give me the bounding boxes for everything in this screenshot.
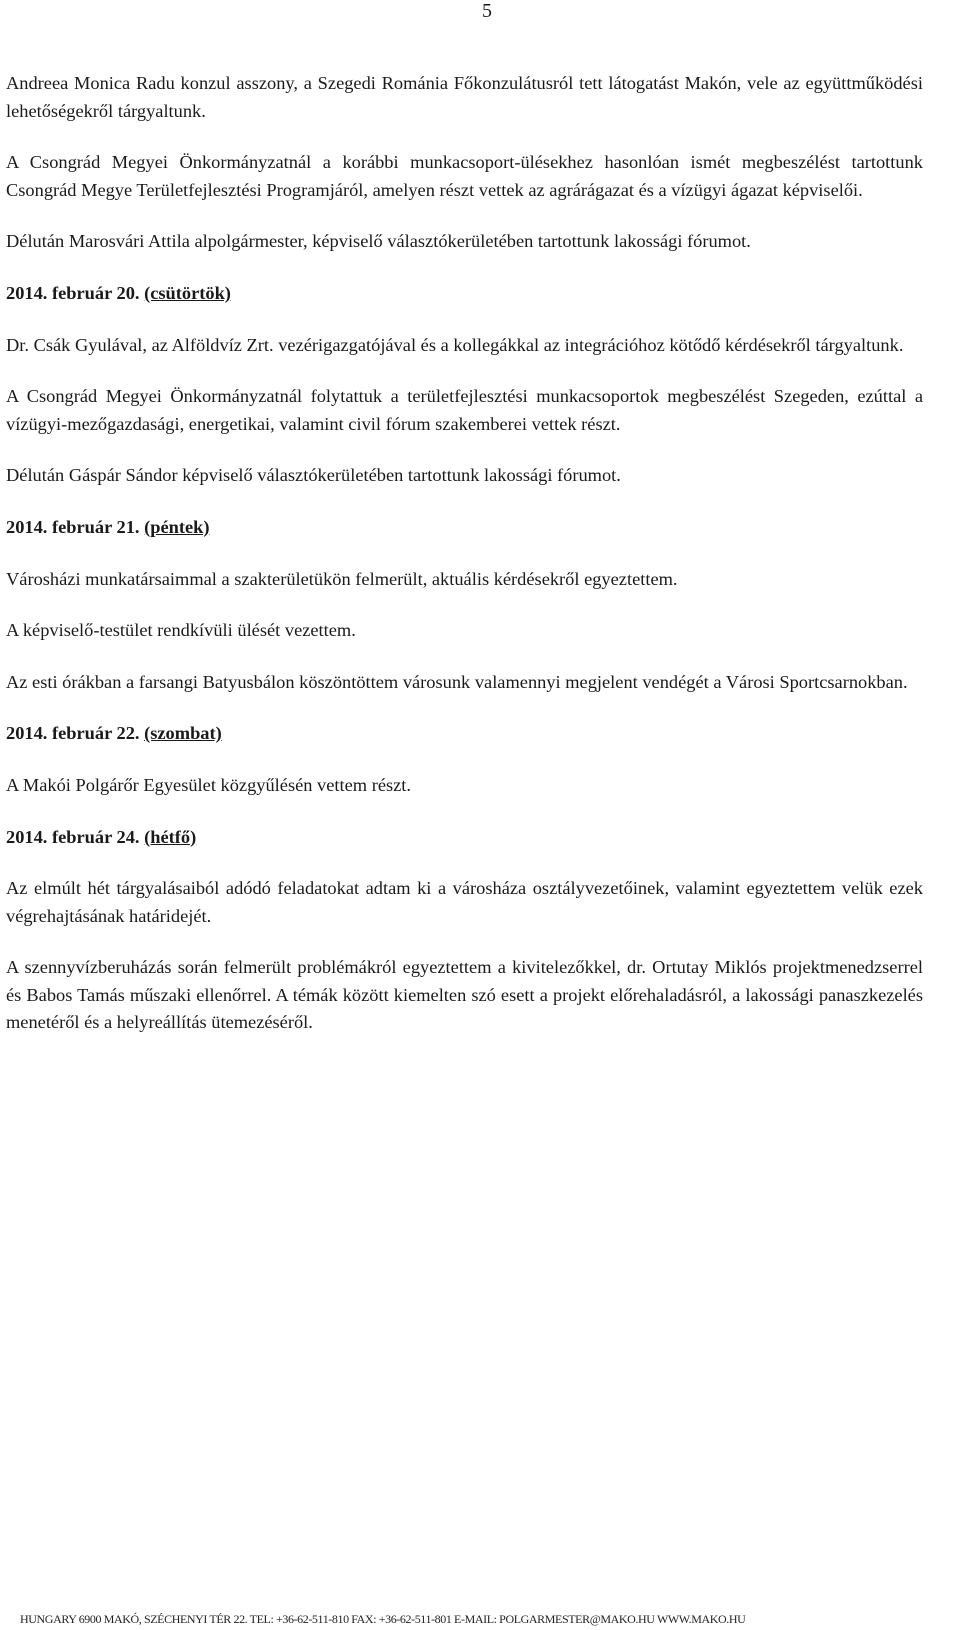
paragraph-alfoldviz: Dr. Csák Gyulával, az Alföldvíz Zrt. vezérigazgatójával és a kollegákkal az integrációhoz kötődő kérdésekről tárgyaltunk. [6, 334, 904, 355]
date-heading-feb-22 [6, 720, 923, 748]
heading-date: 2014. február 24. [6, 826, 140, 847]
page-number: 5 [482, 0, 492, 22]
paragraph-sewage-project: A szennyvízberuházás során felmerült problémákról egyeztettem a kivitelezőkkel, dr. Ortutay Miklós projektmenedzserrel és Babos Tamás műszaki ellenőrrel. A témák között kiemelten szó esett a projekt előrehaladásról, a lakossági panaszkezelés menetéről és a helyreállítás ütemezéséről. [6, 957, 923, 1033]
paragraph-afternoon-forum: Délután Marosvári Attila alpolgármester, képviselő választókerületében tartottunk lakossági fórumot. [6, 231, 751, 252]
heading-day: (szombat) [144, 723, 222, 744]
heading-date: 2014. február 22. [6, 723, 140, 744]
paragraph-county-meeting: A Csongrád Megyei Önkormányzatnál a korábbi munkacsoport-ülésekhez hasonlóan ismét megbeszélést tartottunk Csongrád Megye Területfejlesztési Programjáról, amelyen részt vettek az agrárágazat és a vízügyi ágazat képviselői. [6, 152, 923, 200]
heading-day: (péntek) [144, 516, 210, 537]
date-heading-feb-24 [6, 824, 923, 852]
paragraph-civil-guard: A Makói Polgárőr Egyesület közgyűlésén vettem részt. [6, 774, 412, 795]
heading-date: 2014. február 20. [6, 282, 140, 303]
paragraph-extraordinary-session: A képviselő-testület rendkívüli ülését vezettem. [6, 620, 356, 641]
paragraph-colleagues: Városházi munkatársaimmal a szakterületükön felmerült, aktuális kérdésekről egyeztettem. [6, 568, 678, 589]
heading-day: (hétfő) [144, 826, 197, 847]
paragraph-working-groups: A Csongrád Megyei Önkormányzatnál folytattuk a területfejlesztési munkacsoportok megbeszélést Szegeden, ezúttal a vízügyi-mezőgazdasági, energetikai, valamint civil fórum szakemberei vettek részt. [6, 386, 923, 434]
date-heading-feb-20 [6, 280, 923, 308]
heading-date: 2014. február 21. [6, 516, 140, 537]
paragraph-consul-visit: Andreea Monica Radu konzul asszony, a Szegedi Románia Főkonzulátusról tett látogatást Makón, vele az együttműködési lehetőségekről tárgyaltunk. [6, 73, 923, 121]
paragraph-carnival-ball: Az esti órákban a farsangi Batyusbálon köszöntöttem városunk valamennyi megjelent vendégét a Városi Sportcsarnokban. [6, 671, 908, 692]
paragraph-weekly-tasks: Az elmúlt hét tárgyalásaiból adódó feladatokat adtam ki a városháza osztályvezetőinek, valamint egyeztettem velük ezek végrehajtásának határidejét. [6, 878, 923, 926]
date-heading-feb-21 [6, 514, 923, 542]
page-content [6, 70, 923, 1037]
paragraph-gaspar-forum: Délután Gáspár Sándor képviselő választókerületében tartottunk lakossági fórumot. [6, 465, 621, 486]
heading-day: (csütörtök) [144, 282, 231, 303]
footer-address: HUNGARY 6900 MAKÓ, SZÉCHENYI TÉR 22. TEL: +36-62-511-810 FAX: +36-62-511-801 E-MAIL: POLGARMESTER@MAKO.HU WWW.MAKO.HU [20, 1612, 746, 1626]
